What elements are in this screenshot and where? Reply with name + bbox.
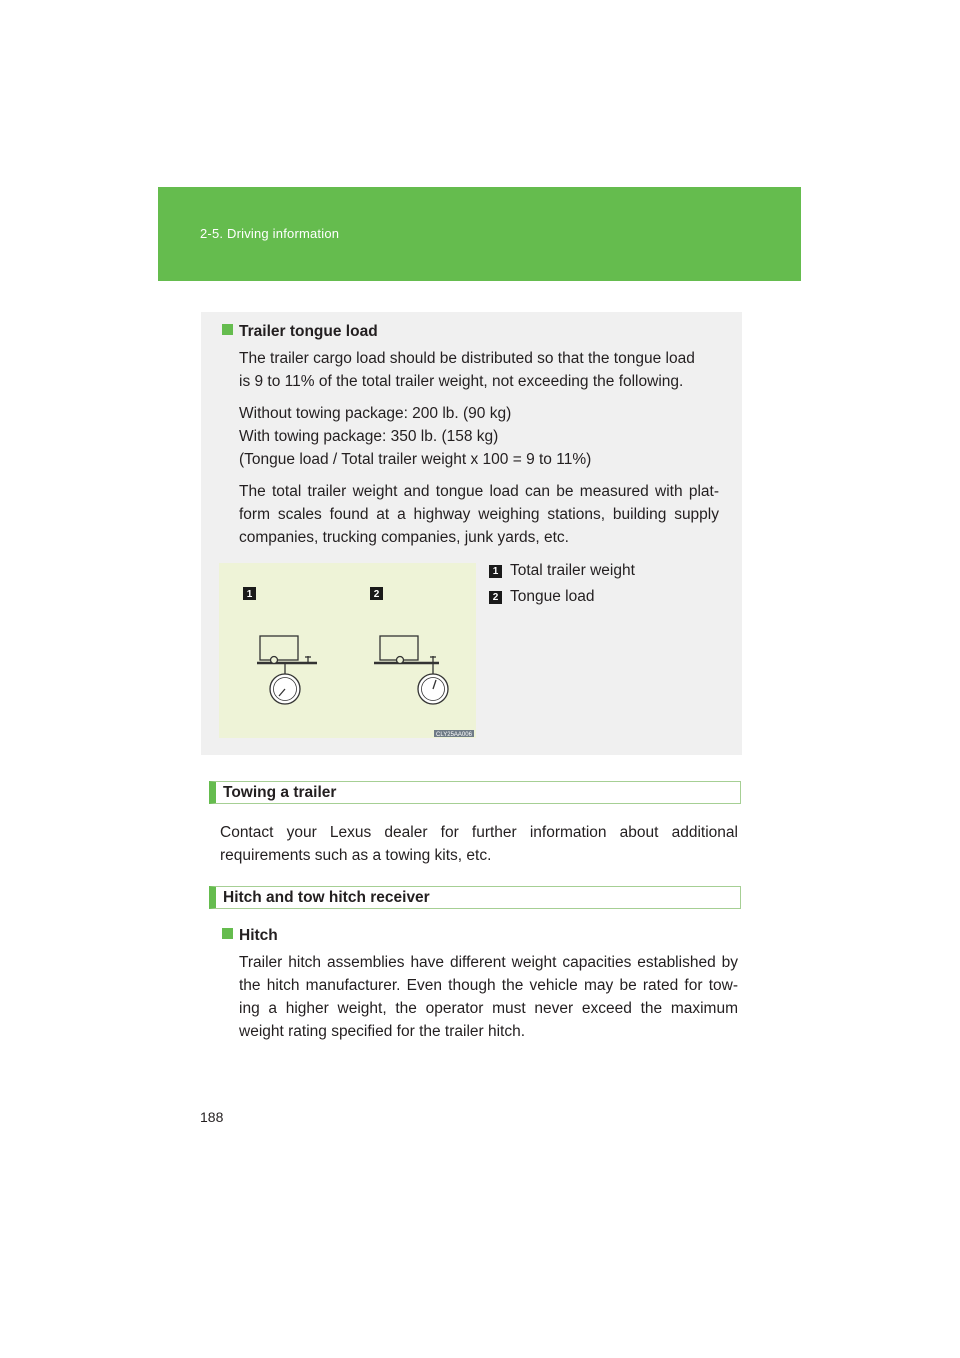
svg-text:2: 2: [373, 589, 380, 600]
tongue-load-limits: [239, 402, 719, 471]
limit-with-package: With towing package: 350 lb. (158 kg): [239, 428, 499, 445]
diagram-badge-2: [370, 587, 383, 600]
limit-without-package: Without towing package: 200 lb. (90 kg): [239, 405, 512, 422]
total-weight-trailer-icon: [257, 636, 317, 664]
hitch-paragraph: Trailer hitch assemblies have different weight capacities established by the hitch manufacturer. Even though the vehicle may be rated for tow- ing a higher weight, the operator must never exceed the maximum weight rating specified for the trailer hitch.: [239, 954, 738, 1040]
trailer-scale-diagram: [219, 563, 476, 738]
tongue-load-trailer-icon: [374, 636, 439, 664]
scale-gauge-icon: [418, 663, 448, 704]
square-bullet-icon: [222, 324, 233, 335]
hitch-receiver-heading: Hitch and tow hitch receiver: [209, 886, 741, 909]
page-number: 188: [200, 1109, 224, 1125]
tongue-load-paragraph: The trailer cargo load should be distributed so that the tongue load is 9 to 11% of the total trailer weight, not exceeding the following.: [239, 350, 695, 390]
diagram-code: CLY25AA006: [436, 732, 472, 738]
legend-item-tongue-load: 2 Tongue load: [489, 588, 594, 606]
square-bullet-icon: [222, 928, 233, 939]
number-badge: 2: [489, 591, 502, 604]
svg-text:1: 1: [246, 589, 253, 600]
trailer-tongue-load-heading: Trailer tongue load: [222, 323, 378, 341]
towing-paragraph: Contact your Lexus dealer for further information about additional requirements such as a towing kits, etc.: [220, 824, 738, 864]
section-title: 2-5. Driving information: [200, 226, 340, 241]
legend-item-total-trailer-weight: 1 Total trailer weight: [489, 562, 635, 580]
scale-gauge-icon: [270, 663, 300, 704]
number-badge: 1: [489, 565, 502, 578]
hitch-subheading: Hitch: [222, 927, 278, 945]
measurement-paragraph: The total trailer weight and tongue load can be measured with plat- form scales found at a highway weighing stations, building supply companies, trucking companies, junk yards, etc.: [239, 483, 719, 546]
tongue-load-formula: (Tongue load / Total trailer weight x 100 = 9 to 11%): [239, 451, 592, 468]
diagram-badge-1: [243, 587, 256, 600]
towing-a-trailer-heading: Towing a trailer: [209, 781, 741, 804]
